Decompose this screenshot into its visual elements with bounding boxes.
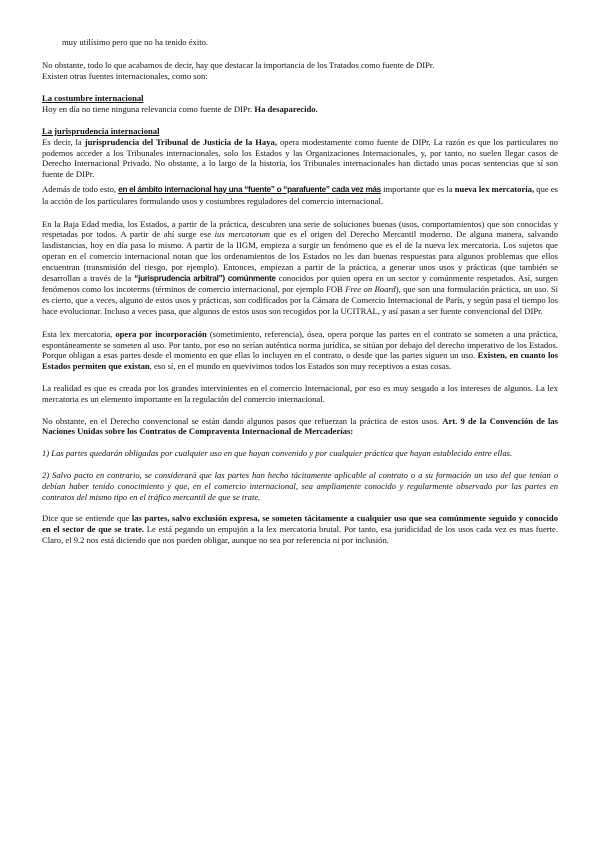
quote-art9-1: 1) Las partes quedarán obligadas por cualquier uso en que hayan convenido y por cualquier práctica que hayan establecido entre ellas. bbox=[42, 448, 513, 459]
juris-p7-text-c: Le está pegando un empujón a la lex mercatoria brutal. Por tanto, esa juridicidad de los usos cada vez es mas fuerte. Claro, el 9.2 nos está diciendo que nos pueden obligar, aunque no sea por referencia ni por inclusión. bbox=[42, 524, 558, 545]
paragraph-intro: muy utilísimo pero que no ha tenido éxito. bbox=[62, 37, 209, 47]
juris-p2-bold: nueva lex mercatoria, bbox=[454, 183, 535, 194]
juris-p6-bold: Art. 9 de la Convención de las Naciones Unidas sobre los Contratos de Compraventa Internacional de Mercaderías: bbox=[42, 415, 559, 437]
juris-paragraph-4 bbox=[42, 329, 558, 372]
juris-paragraph-6 bbox=[42, 416, 558, 438]
juris-paragraph-5: La realidad es que es creada por los grandes intervinientes en el comercio Internacional, por eso es muy sesgado a los intereses de algunos. La lex mercatoria es un elemento importante en la regulación del comercio internacional. bbox=[42, 382, 558, 404]
juris-paragraph-3 bbox=[42, 219, 558, 317]
juris-p4-text-c: (sometimiento, referencia), ósea, opera porque las partes en el contrato se someten a una práctica, espontáneamente se someten al uso. Por tanto, por eso no serían auténtica norma jurídica, se sitúan por debajo del derecho imperativo de los Estados. Porque obligan a esas partes desde el momento en que ellas lo incluyen en el contrato, o desde que las partes siguen un uso. bbox=[42, 328, 558, 361]
juris-p4-text-e: , eso sí, en el mundo en quevivimos todos los Estados son muy receptivos a estas cosas. bbox=[149, 361, 452, 372]
juris-p4-bold-2: Existen, en cuanto los Estados permiten que existan bbox=[42, 350, 558, 372]
tratados-line-2: Existen otras fuentes internacionales, como son: bbox=[42, 70, 208, 81]
juris-p1-text-c: opera modestamente como fuente de DIPr. La razón es que los particulares no podemos acceder a los Tribunales internacionales, solo los Estados y las Organizaciones Internacionales, y, por tanto, no suelen llegar casos de Derecho Internacional Privado. No obstante, a lo largo de la historia, los Tribunales internacionales han dictado unas pocas sentencias que sí son fuente de DIPr. bbox=[42, 136, 558, 180]
section-costumbre bbox=[42, 93, 558, 115]
juris-p1-bold: jurisprudencia del Tribunal de Justicia de la Haya, bbox=[84, 136, 277, 147]
costumbre-text: Hoy en día no tiene ninguna relevancia como fuente de DIPr. bbox=[42, 104, 255, 115]
juris-p7-bold: las partes, salvo exclusión expresa, se someten tácitamente a cualquier uso que sea comúnmente seguido y conocido en el sector de que se trate. bbox=[42, 513, 558, 535]
section-jurisprudencia bbox=[42, 126, 558, 546]
juris-p4-text-a: Esta lex mercatoria, bbox=[42, 328, 116, 339]
juris-p6-text-a: No obstante, en el Derecho convencional se están dando algunos pasos que refuerzan la práctica de estos usos. bbox=[42, 415, 443, 426]
tratados-line-1: No obstante, todo lo que acabamos de decir, hay que destacar la importancia de los Tratados como fuente de DIPr. bbox=[42, 59, 435, 70]
juris-p1-text-a: Es decir, la bbox=[42, 136, 85, 147]
juris-p2-text-e: que es la acción de los particulares formulando usos y costumbres reguladores del comercio internacional. bbox=[42, 183, 558, 206]
juris-p2-text-a: Además de todo esto, bbox=[42, 183, 119, 194]
juris-p3-text-a: En la Baja Edad media, los Estados, a partir de la práctica, descubren una serie de soluciones buenas (usos, comportamientos) que son conocidas y respetadas por todos. A partir de ahí surge ese bbox=[42, 218, 558, 240]
juris-p4-bold: opera por incorporación bbox=[115, 328, 207, 339]
juris-p3-italic-fob: Free on Board bbox=[345, 284, 396, 295]
juris-paragraph-7 bbox=[42, 513, 558, 545]
juris-p3-text-c: que es el origen del Derecho Mercantil moderno. De alguna manera, salvando lasdistancias, hoy en día pasa lo mismo. A partir de la IIGM, empieza a surgir un fenómeno que es el de la nueva lex mercatoria. Los sujetos que operan en el comercio internacional notan que los ordenamientos de los Estados no les dan buenas respuestas para algunos problemas que ellos encuentran (transmisión del riesgo, por ejemplo). Entonces, empiezan a partir de la práctica, a generar unos usos y prácticas (que también se desarrollan a través de la bbox=[42, 229, 558, 283]
juris-p3-bold: “jurisprudencia arbitral”) comúnmente bbox=[134, 273, 276, 283]
juris-p3-italic: ius mercatorum bbox=[214, 229, 271, 240]
juris-p7-text-a: Dice que se entiende que bbox=[42, 513, 132, 524]
juris-p3-text-g: ), que son una formulación práctica, un uso. Sí es cierto, que a veces, alguno de estos usos y prácticas, son codificados por la Cámara de Comercio Internacional de París, y según pasa el tiempo los hace evolucionar. Incluso a veces pasa, que algunos de estos usos son recogidos por la UCITRAL, y así pasan a ser fuente convencional del DIPr. bbox=[42, 284, 558, 316]
juris-paragraph-2 bbox=[42, 184, 558, 207]
costumbre-bold: Ha desaparecido. bbox=[254, 104, 318, 115]
quote-art9-2: 2) Salvo pacto en contrario, se considerará que las partes han hecho tácitamente aplicable al contrato o a su formación un uso del que tenían o debían haber tenido conocimiento y que, en el comercio internacional, sea ampliamente conocido y regularmente observado por las partes en contratos del mismo tipo en el tráfico mercantil de que se trate. bbox=[42, 469, 558, 502]
juris-paragraph-1 bbox=[42, 137, 558, 180]
juris-p2-text-c: importante que es la bbox=[380, 183, 455, 194]
costumbre-paragraph bbox=[42, 104, 558, 115]
heading-costumbre: La costumbre internacional bbox=[42, 93, 144, 104]
paragraph-tratados bbox=[42, 60, 558, 82]
juris-p2-underlined: en el ámbito internacional hay una “fuente” o “parafuente” cada vez más bbox=[118, 184, 381, 194]
heading-jurisprudencia: La jurisprudencia internacional bbox=[42, 125, 160, 136]
juris-p3-text-e: conocidos por quien opera en un sector y comúnmente respetados. Así, surgen fenómenos como los incoterms (términos de comercio internacional, por ejemplo FOB bbox=[42, 272, 558, 295]
